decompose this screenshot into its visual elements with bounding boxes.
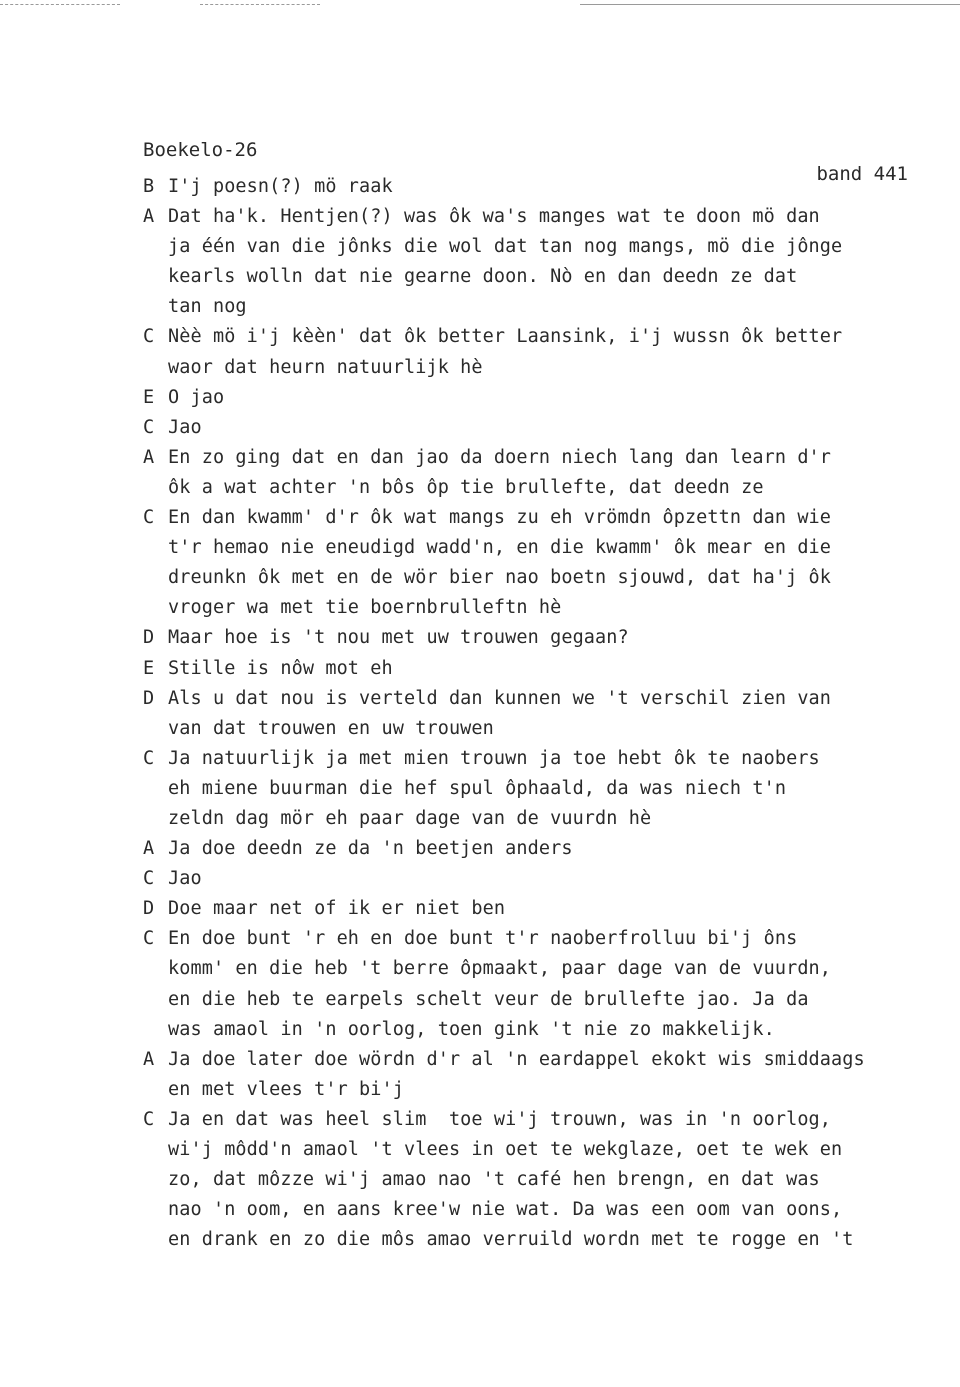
transcript-line: t'r hemao nie eneudigd wadd'n, en die kwamm' ôk mear en die [168,537,832,559]
transcript-line: en met vlees t'r bi'j [168,1078,404,1100]
speaker-label: D [143,687,155,709]
tape-label: band 441 [816,163,908,185]
location-label: Boekelo-26 [143,139,258,161]
transcript-turn [143,864,933,894]
transcript-line: dreunkn ôk met en de wör bier nao boetn sjouwd, dat ha'j ôk [168,567,832,589]
transcript-line: nao 'n oom, en aans kree'w nie wat. Da was een oom van oons, [168,1199,843,1221]
transcript-line: Ja en dat was heel slim toe wi'j trouwn, was in 'n oorlog, [168,1108,832,1130]
transcript-turn [143,443,933,503]
transcript-line: waor dat heurn natuurlijk hè [168,356,483,378]
transcript-line: Ja natuurlijk ja met mien trouwn ja toe hebt ôk te naobers [168,747,820,769]
transcript-turn [143,413,933,443]
transcript-line: van dat trouwen en uw trouwen [168,717,494,739]
transcript-line: Dat ha'k. Hentjen(?) was ôk wa's manges wat te doon mö dan [168,206,820,228]
transcript-line: O jao [168,386,225,408]
transcript-line: tan nog [168,296,247,318]
speaker-label: C [143,326,155,348]
speaker-label: C [143,747,155,769]
transcript-turn [143,1045,933,1105]
speaker-label: A [143,838,155,860]
speaker-label: E [143,386,155,408]
transcript-turn [143,322,933,382]
transcript-turn [143,654,933,684]
transcript-line: Nèè mö i'j kèèn' dat ôk better Laansink, i'j wussn ôk better [168,326,843,348]
transcript-line: en drank en zo die môs amao verruild wordn met te rogge en 't [168,1229,854,1251]
transcript-line: was amaol in 'n oorlog, toen gink 't nie zo makkelijk. [168,1018,775,1040]
speaker-label: C [143,507,155,529]
transcript-line: zo, dat môzze wi'j amao nao 't café hen brengn, en dat was [168,1169,820,1191]
transcript-line: zeldn dag mör eh paar dage van de vuurdn hè [168,807,652,829]
transcript-turn [143,172,933,202]
transcript [143,172,933,1255]
top-rule-left [0,4,120,5]
transcript-line: kearls wolln dat nie gearne doon. Nò en dan deedn ze dat [168,266,798,288]
transcript-turn [143,202,933,322]
transcript-line: komm' en die heb 't berre ôpmaakt, paar dage van de vuurdn, [168,958,832,980]
transcript-line: Als u dat nou is verteld dan kunnen we 't verschil zien van [168,687,832,709]
transcript-turn [143,1105,933,1255]
speaker-label: E [143,657,155,679]
transcript-turn [143,503,933,623]
transcript-turn [143,623,933,653]
transcript-line: En dan kwamm' d'r ôk wat mangs zu eh vrömdn ôpzettn dan wie [168,507,832,529]
speaker-label: B [143,176,155,197]
speaker-label: D [143,898,155,920]
transcript-line: Doe maar net of ik er niet ben [168,898,506,920]
speaker-label: C [143,1108,155,1130]
speaker-label: C [143,416,155,438]
speaker-label: C [143,928,155,950]
transcript-line: Ja doe deedn ze da 'n beetjen anders [168,838,573,860]
top-rule-middle [200,4,320,5]
transcript-line: I'j poesn(?) mö raak [168,176,393,197]
transcript-line: Jao [168,416,202,438]
transcript-line: Ja doe later doe wördn d'r al 'n eardappel ekokt wis smiddaags [168,1048,865,1070]
transcript-line: Stille is nôw mot eh [168,657,393,679]
transcript-line: ja één van die jônks die wol dat tan nog mangs, mö die jônge [168,236,843,258]
top-rule-right [580,4,960,5]
transcript-line: Jao [168,868,202,890]
transcript-turn [143,684,933,744]
transcript-line: Maar hoe is 't nou met uw trouwen gegaan? [168,627,629,649]
transcript-turn [143,744,933,834]
speaker-label: A [143,206,155,228]
speaker-label: C [143,868,155,890]
transcript-turn [143,894,933,924]
transcript-line: En zo ging dat en dan jao da doern niech lang dan learn d'r [168,446,832,468]
speaker-label: D [143,627,155,649]
transcript-line: wi'j môdd'n amaol 't vlees in oet te wekglaze, oet te wek en [168,1139,843,1160]
transcript-turn [143,834,933,864]
transcript-line: En doe bunt 'r eh en doe bunt t'r naoberfrolluu bi'j ôns [168,928,798,950]
transcript-line: eh miene buurman die hef spul ôphaald, da was niech t'n [168,777,787,799]
transcript-line: en die heb te earpels schelt veur de brullefte jao. Ja da [168,988,809,1010]
speaker-label: A [143,446,155,468]
transcript-line: ôk a wat achter 'n bôs ôp tie brullefte, dat deedn ze [168,476,764,498]
speaker-label: A [143,1048,155,1070]
transcript-turn [143,924,933,1044]
transcript-turn [143,383,933,413]
transcript-line: vroger wa met tie boernbrulleftn hè [168,597,562,619]
